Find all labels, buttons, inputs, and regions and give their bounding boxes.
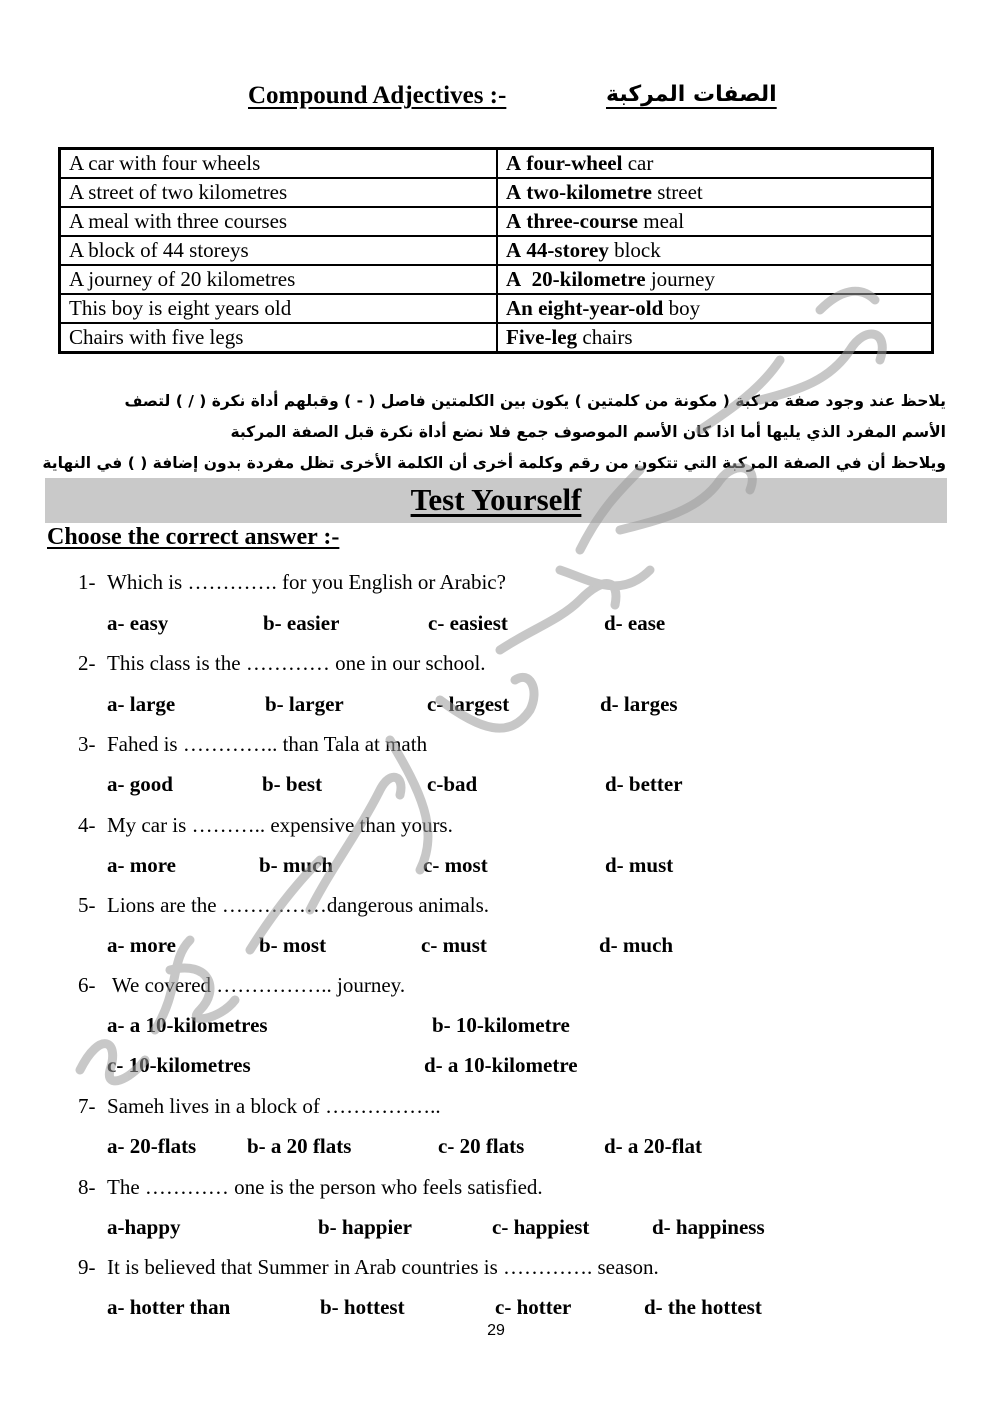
phrase-cell: A meal with three courses <box>60 207 497 236</box>
compound-cell <box>497 207 932 236</box>
option-b: b- happier <box>318 1215 412 1239</box>
option-c: c- 10-kilometres <box>107 1053 251 1077</box>
compound-cell <box>497 294 932 323</box>
option-c: c-bad <box>427 772 478 796</box>
option-d: d- larges <box>600 692 678 716</box>
option-a: a- 20-flats <box>107 1134 197 1158</box>
option-b: b- a 20 flats <box>247 1134 352 1158</box>
option-d: d- a 20-flat <box>604 1134 702 1158</box>
page-heading <box>0 80 992 116</box>
compound-cell <box>497 265 932 294</box>
option-b: b- most <box>259 933 327 957</box>
compound-adjective: two-kilometre <box>526 180 652 204</box>
question <box>78 973 405 998</box>
article: A <box>506 267 522 291</box>
noun: car <box>627 151 654 175</box>
table-row <box>60 149 932 178</box>
question-text: Fahed is ………….. than Tala at math <box>107 732 428 756</box>
compound-cell <box>497 149 932 178</box>
table-row <box>60 236 932 265</box>
question-number: 5- <box>78 893 96 917</box>
phrase-cell: A car with four wheels <box>60 149 497 178</box>
question <box>78 570 506 595</box>
option-b: b- hottest <box>320 1295 405 1319</box>
noun: boy <box>668 296 701 320</box>
option-d: d- ease <box>604 611 666 635</box>
option-d: d- the hottest <box>644 1295 762 1319</box>
question-number: 4- <box>78 813 96 837</box>
noun: journey <box>650 267 715 291</box>
option-a: a- easy <box>107 611 169 635</box>
compound-cell <box>497 236 932 265</box>
table-row <box>60 178 932 207</box>
compound-cell <box>497 323 932 352</box>
page-number: 29 <box>487 1322 505 1339</box>
title-arabic: الصفات المركبة <box>606 82 777 107</box>
option-d: d- a 10-kilometre <box>424 1053 578 1077</box>
question-number: 7- <box>78 1094 96 1118</box>
question <box>78 1255 659 1280</box>
compound-adjective: three-course <box>526 209 638 233</box>
question-text: This class is the ………… one in our school. <box>107 651 486 675</box>
option-a: a- large <box>107 692 176 716</box>
noun: meal <box>643 209 685 233</box>
question-text: Which is …………. for you English or Arabic? <box>107 570 506 594</box>
title-english: Compound Adjectives :- <box>248 82 507 109</box>
compound-adjective: four-wheel <box>526 151 623 175</box>
option-d: d- better <box>605 772 683 796</box>
option-a: a- more <box>107 853 176 877</box>
article: A <box>506 151 522 175</box>
option-d: d- much <box>599 933 674 957</box>
question-text: Lions are the ……………dangerous animals. <box>107 893 489 917</box>
banner-title: Test Yourself <box>410 482 582 517</box>
question <box>78 813 453 838</box>
question-number: 1- <box>78 570 96 594</box>
note-line: يلاحظ عند وجود صفة مركبة ( مكونة من كلمتين ) يكون بين الكلمتين فاصل ( - ) وقبلهم أداة نكرة ( / ) لتصف <box>124 392 946 410</box>
noun: street <box>657 180 703 204</box>
option-b: b- larger <box>265 692 344 716</box>
compound-adjective: 44-storey <box>526 238 609 262</box>
table-row <box>60 323 932 352</box>
table-row <box>60 265 932 294</box>
phrase-cell: Chairs with five legs <box>60 323 497 352</box>
section-banner <box>45 478 947 523</box>
option-c: c- most <box>423 853 488 877</box>
option-c: c- happiest <box>492 1215 590 1239</box>
table-row <box>60 294 932 323</box>
question-number: 8- <box>78 1175 96 1199</box>
question-text: We covered …………….. journey. <box>107 973 406 997</box>
option-b: b- 10-kilometre <box>432 1013 570 1037</box>
option-c: c- easiest <box>428 611 508 635</box>
compound-adjective: Five-leg <box>506 325 578 349</box>
option-c: c- hotter <box>495 1295 572 1319</box>
question-text: Sameh lives in a block of …………….. <box>107 1094 441 1118</box>
table-row <box>60 207 932 236</box>
question <box>78 651 486 676</box>
instruction-heading: Choose the correct answer :- <box>47 524 340 550</box>
option-b: b- best <box>262 772 323 796</box>
option-b: b- easier <box>263 611 340 635</box>
option-a: a-happy <box>107 1215 181 1239</box>
noun: block <box>614 238 661 262</box>
question-number: 9- <box>78 1255 96 1279</box>
option-a: a- hotter than <box>107 1295 231 1319</box>
option-d: d- must <box>605 853 674 877</box>
phrase-cell: This boy is eight years old <box>60 294 497 323</box>
question <box>78 732 427 757</box>
question-text: It is believed that Summer in Arab countries is …………. season. <box>107 1255 659 1279</box>
note-line: ويلاحظ أن في الصفة المركبة التي تتكون من رقم وكلمة أخرى أن الكلمة الأخرى تظل مفردة بدون إضافة ( ) في النهاية <box>42 454 946 472</box>
compound-adjective: eight-year-old <box>538 296 664 320</box>
option-c: c- must <box>421 933 487 957</box>
option-c: c- 20 flats <box>438 1134 525 1158</box>
compound-adjectives-table <box>58 147 934 354</box>
compound-cell <box>497 178 932 207</box>
question-number: 2- <box>78 651 96 675</box>
option-c: c- largest <box>427 692 510 716</box>
phrase-cell: A block of 44 storeys <box>60 236 497 265</box>
article: An <box>506 296 533 320</box>
phrase-cell: A street of two kilometres <box>60 178 497 207</box>
note-line: الأسم المفرد الذي يليها أما اذا كان الأسم الموصوف جمع فلا نضع أداة نكرة قبل الصفة المركبة <box>230 423 946 441</box>
question-text: My car is ……….. expensive than yours. <box>107 813 453 837</box>
question-text: The ………… one is the person who feels satisfied. <box>107 1175 543 1199</box>
article: A <box>506 238 522 262</box>
question <box>78 1094 441 1119</box>
question <box>78 1175 543 1200</box>
option-a: a- more <box>107 933 176 957</box>
option-a: a- a 10-kilometres <box>107 1013 268 1037</box>
option-a: a- good <box>107 772 173 796</box>
option-b: b- much <box>259 853 334 877</box>
question-number: 3- <box>78 732 96 756</box>
article: A <box>506 209 522 233</box>
article: A <box>506 180 522 204</box>
noun: chairs <box>582 325 633 349</box>
question-number: 6- <box>78 973 96 997</box>
compound-adjective: 20-kilometre <box>531 267 646 291</box>
question <box>78 893 489 918</box>
arabic-notes <box>42 386 946 479</box>
phrase-cell: A journey of 20 kilometres <box>60 265 497 294</box>
option-d: d- happiness <box>652 1215 765 1239</box>
